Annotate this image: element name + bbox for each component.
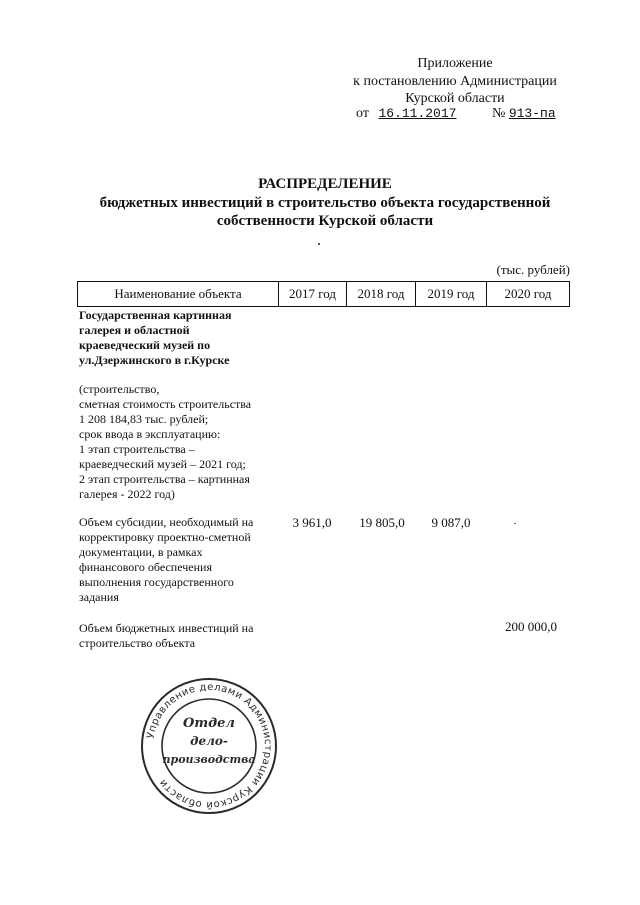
object-details-line: краеведческий музей – 2021 год; [79,457,246,471]
svg-text:Отдел: Отдел [183,716,235,731]
distribution-table-header [77,281,570,307]
object-details [79,382,289,502]
number-prefix: № [491,106,506,121]
appendix-decree-ref: к постановлению Администрации [353,74,557,89]
object-name-line: галерея и областной [79,323,190,337]
appendix-date-line [356,106,556,122]
object-name-line: Государственная картинная [79,308,232,322]
row-subsidy-2017: 3 961,0 [292,515,332,530]
svg-text:производства: производства [162,753,256,766]
scan-speck [318,243,320,245]
row-investment-2020: 200 000,0 [505,619,557,634]
row-label-line: финансового обеспечения [79,560,212,574]
row-label-line: задания [79,590,119,604]
header-object-name: Наименование объекта [78,282,279,307]
header-2018: 2018 год [347,282,416,307]
row-label-line: Объем субсидии, необходимый на [79,515,254,529]
row-label-line: строительство объекта [79,636,196,650]
svg-text:дело-: дело- [190,734,228,748]
row-label-line: выполнения государственного [79,575,234,589]
object-details-line: (строительство, [79,382,160,396]
scan-speck [514,523,516,524]
object-name [79,308,289,368]
header-2017: 2017 год [279,282,347,307]
object-name-line: ул.Дзержинского в г.Курске [79,353,230,367]
document-subtitle-line1: бюджетных инвестиций в строительство объекта государственной [99,195,551,211]
document-subtitle-line2: собственности Курской области [216,213,434,229]
units-label: (тыс. рублей) [496,262,570,277]
header-2019: 2019 год [416,282,487,307]
row-subsidy-2018: 19 805,0 [359,515,405,530]
stamp-seal-icon [138,675,280,817]
appendix-label: Приложение [417,56,493,71]
date-prefix: от [356,106,369,121]
object-name-line: краеведческий музей по [79,338,211,352]
object-details-line: сметная стоимость строительства [79,397,252,411]
object-details-line: 2 этап строительства – картинная [79,472,250,486]
document-title: РАСПРЕДЕЛЕНИЕ [258,176,392,192]
object-details-line: срок ввода в эксплуатацию: [79,427,221,441]
decree-date: 16.11.2017 [378,106,457,121]
department-stamp [138,675,280,817]
object-details-line: 1 208 184,83 тыс. рублей; [79,412,209,426]
row-label-line: корректировку проектно-сметной [79,530,251,544]
row-label-line: документации, в рамках [79,545,203,559]
row-investment-label [79,621,289,651]
header-2020: 2020 год [487,282,570,307]
svg-text:Управление делами Администраци: Управление делами Администрации Курской области [145,681,274,811]
row-subsidy-label [79,515,289,605]
decree-number: 913-па [508,106,556,121]
object-details-line: 1 этап строительства – [79,442,195,456]
object-details-line: галерея - 2022 год) [79,487,175,501]
row-subsidy-2019: 9 087,0 [431,515,471,530]
row-label-line: Объем бюджетных инвестиций на [79,621,254,635]
appendix-region: Курской области [405,91,505,106]
